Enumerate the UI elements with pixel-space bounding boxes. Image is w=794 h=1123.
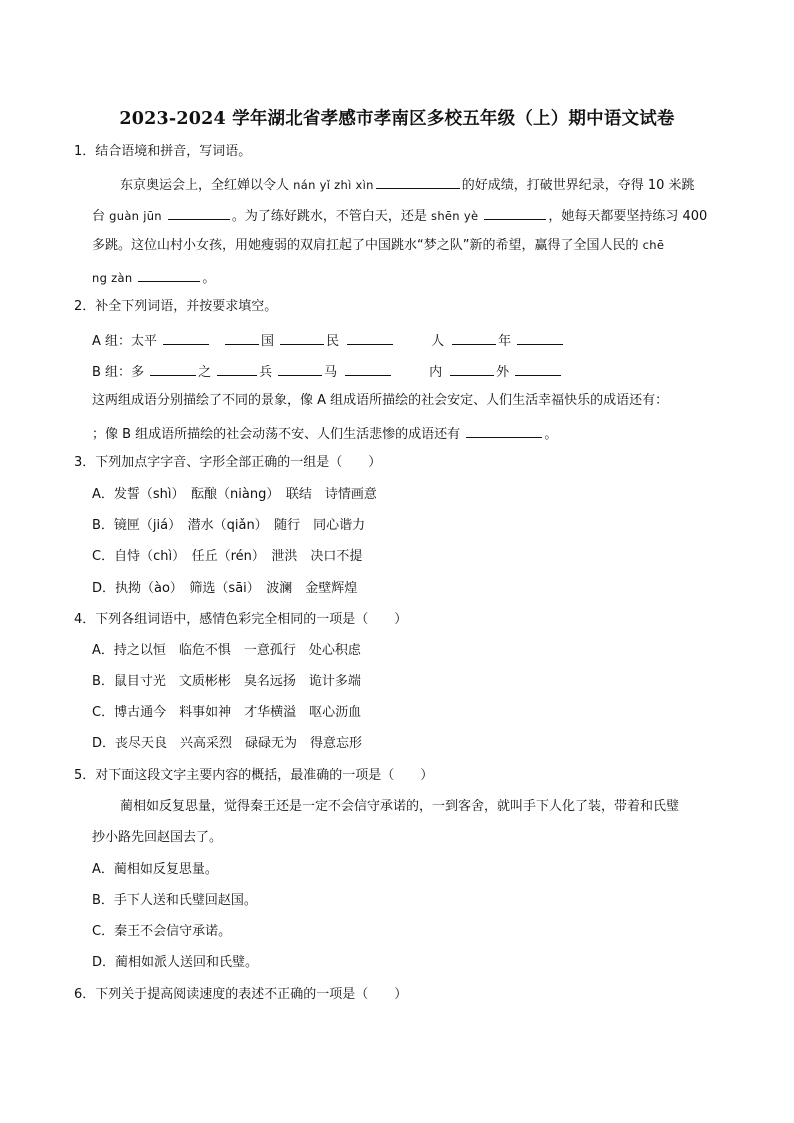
- q6-stem: 6．下列关于提高阅读速度的表述不正确的一项是（ ）: [74, 987, 408, 1002]
- q1-text: 东京奥运会上，全红婵以令人: [120, 178, 294, 193]
- q2-blank[interactable]: [347, 330, 393, 345]
- q2-prompt-text: ；像 B 组成语所描绘的社会动荡不安、人们生活悲惨的成语还有: [92, 427, 465, 442]
- q2-blank-answer[interactable]: [466, 423, 542, 438]
- q1-text: 。为了练好跳水，不管白天，还是: [231, 209, 432, 224]
- q5-option-b[interactable]: B．手下人送和氏璧回赵国。: [92, 893, 257, 908]
- q2-word: 内: [429, 365, 443, 380]
- q2-blank[interactable]: [452, 330, 496, 345]
- q1-text: ，她每天都要坚持练习 400: [548, 209, 708, 224]
- q3-option-a[interactable]: A．发誓（shì） 酝酿（niàng） 联结 诗情画意: [92, 487, 377, 502]
- q2-word: 兵: [259, 365, 273, 380]
- q1-line-1: [120, 174, 695, 195]
- q2-blank[interactable]: [150, 361, 196, 376]
- q3-option-d[interactable]: D．执拗（ào） 筛选（sāi） 波澜 金壁辉煌: [92, 581, 358, 596]
- q1-line-4: [92, 267, 215, 288]
- q4-option-c[interactable]: C．博古通今 料事如神 才华横溢 呕心沥血: [92, 705, 362, 720]
- q1-line-3: [92, 236, 664, 255]
- q2-word: 民: [326, 334, 340, 349]
- q1-text: 多跳。这位山村小女孩，用她瘦弱的双肩扛起了中国跳水“梦之队”新的希望，赢得了全国人民的: [92, 238, 643, 253]
- q2-word: 多: [131, 365, 145, 380]
- q5-option-c[interactable]: C．秦王不会信守承诺。: [92, 924, 232, 939]
- q5-passage-2: 抄小路先回赵国去了。: [92, 830, 223, 845]
- q2-blank[interactable]: [517, 330, 563, 345]
- q1-blank-4[interactable]: [138, 267, 200, 282]
- q2-word: 人: [431, 334, 445, 349]
- q2-word: 年: [498, 334, 512, 349]
- q1-pinyin: chē: [642, 238, 665, 252]
- q2-blank[interactable]: [163, 330, 209, 345]
- q1-text: 台: [92, 209, 110, 224]
- q2-blank[interactable]: [280, 330, 324, 345]
- q2-word: 国: [261, 334, 275, 349]
- q2-group-b: [92, 361, 563, 382]
- q1-pinyin: guàn jūn: [109, 209, 162, 223]
- q2-group-label: A 组：: [92, 334, 132, 349]
- q4-stem: 4．下列各组词语中，感情色彩完全相同的一项是（ ）: [74, 612, 408, 627]
- q4-option-a[interactable]: A．持之以恒 临危不惧 一意孤行 处心积虑: [92, 643, 361, 658]
- q3-option-b[interactable]: B．镜匣（jiá） 潜水（qiǎn） 随行 同心谐力: [92, 518, 366, 533]
- q1-line-2: [92, 205, 707, 226]
- q2-word: 外: [496, 365, 510, 380]
- q2-stem: 2．补全下列词语，并按要求填空。: [74, 299, 278, 314]
- q2-prompt-end: 。: [544, 427, 558, 442]
- q2-word: 马: [324, 365, 338, 380]
- q1-blank-3[interactable]: [484, 205, 546, 220]
- q4-option-d[interactable]: D．丧尽天良 兴高采烈 碌碌无为 得意忘形: [92, 736, 363, 751]
- q1-stem: 1．结合语境和拼音，写词语。: [74, 144, 252, 159]
- q2-word: 之: [198, 365, 212, 380]
- q1-text: 。: [202, 271, 216, 286]
- q2-group-label: B 组：: [92, 365, 132, 380]
- q4-option-b[interactable]: B．鼠目寸光 文质彬彬 臭名远扬 诡计多端: [92, 674, 361, 689]
- q1-pinyin: shēn yè: [431, 209, 479, 223]
- q2-word: 太平: [131, 334, 158, 349]
- q2-blank[interactable]: [515, 361, 561, 376]
- q2-blank[interactable]: [450, 361, 494, 376]
- q1-blank-2[interactable]: [168, 205, 230, 220]
- q5-passage-1: 蔺相如反复思量，觉得秦王还是一定不会信守承诺的，一到客舍，就叫手下人化了装，带着和氏璧: [120, 799, 680, 814]
- q5-option-d[interactable]: D．蔺相如派人送回和氏璧。: [92, 955, 259, 970]
- q1-pinyin: ng zàn: [92, 271, 133, 285]
- q1-pinyin: nán yǐ zhì xìn: [293, 178, 374, 192]
- q3-stem: 3．下列加点字字音、字形全部正确的一组是（ ）: [74, 455, 382, 470]
- q5-option-a[interactable]: A．蔺相如反复思量。: [92, 862, 218, 877]
- q2-blank[interactable]: [217, 361, 257, 376]
- q1-blank-1[interactable]: [376, 174, 460, 189]
- exam-title: 2023-2024 学年湖北省孝感市孝南区多校五年级（上）期中语文试卷: [119, 109, 675, 129]
- q2-prompt-2: [92, 423, 557, 444]
- q2-blank[interactable]: [345, 361, 391, 376]
- q2-blank[interactable]: [225, 330, 259, 345]
- q3-option-c[interactable]: C．自恃（chì） 任丘（rén） 泄洪 决口不提: [92, 549, 363, 564]
- q2-blank[interactable]: [278, 361, 322, 376]
- q2-prompt-1: 这两组成语分别描绘了不同的景象，像 A 组成语所描绘的社会安定、人们生活幸福快乐的成语还有：: [92, 393, 669, 408]
- q1-text: 的好成绩，打破世界纪录，夺得 10 米跳: [461, 178, 695, 193]
- q2-group-a: [92, 330, 565, 351]
- q5-stem: 5．对下面这段文字主要内容的概括，最准确的一项是（ ）: [74, 768, 434, 783]
